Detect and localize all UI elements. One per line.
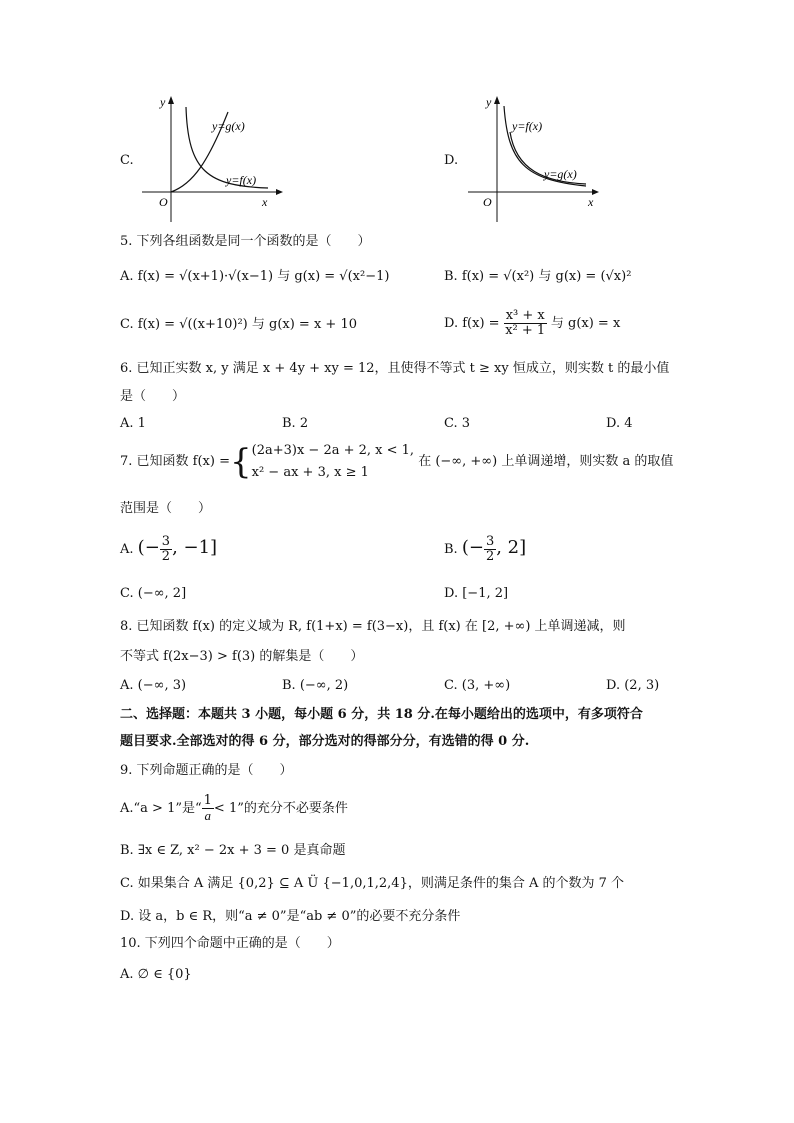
label-g: y=g(x) [212,119,245,133]
q8-option-a: A. (−∞, 3) [120,678,187,693]
q7-a-prefix: A. [120,542,134,557]
q6-option-b: B. 2 [282,416,309,431]
q6-option-c: C. 3 [444,416,471,431]
q7-b-close: , 2] [496,537,527,558]
q7-prefix: 7. 已知函数 f(x) = [120,454,230,469]
q9-option-a [120,792,348,826]
q6-option-a: A. 1 [120,416,146,431]
q7-a-num: 3 [161,534,171,549]
q7-stem-line2: 范围是（ ） [120,501,212,516]
q10-option-a: A. ∅ ∈ {0} [120,967,192,982]
q5-option-b: B. f(x) = √(x²) 与 g(x) = (√x)² [444,269,632,284]
q6-stem-line1: 6. 已知正实数 x, y 满足 x + 4y + xy = 12，且使得不等式 t ≥ xy 恒成立，则实数 t 的最小值 [120,361,670,376]
q7-suffix: 在 (−∞, +∞) 上单调递增，则实数 a 的取值 [418,454,674,469]
q7-case2: x² − ax + 3, x ≥ 1 [251,464,369,480]
q5-option-a: A. f(x) = √(x+1)·√(x−1) 与 g(x) = √(x²−1) [120,269,390,284]
q7-cases [252,440,414,484]
q9-a-prefix: A.“a > 1”是“ [120,801,202,816]
q7-a-fraction [160,535,172,564]
q9-a-num: 1 [203,793,212,808]
q8-stem-line1: 8. 已知函数 f(x) 的定义域为 R, f(1+x) = f(3−x)，且 f(x) 在 [2, +∞) 上单调递减，则 [120,619,626,634]
label-f: y=f(x) [512,119,543,133]
q7-option-a [120,530,217,568]
q5-stem: 5. 下列各组函数是同一个函数的是（ ） [120,234,371,249]
q5-option-d [444,308,620,340]
y-axis-label: y [486,95,492,109]
label-f: y=f(x) [226,173,257,187]
q10-stem: 10. 下列四个命题中正确的是（ ） [120,936,340,951]
q9-a-den: a [204,808,212,823]
option-d-label: D. [444,153,459,168]
q5-d-prefix: D. f(x) = [444,316,500,331]
q7-option-b [444,530,526,568]
origin-label: O [159,195,168,209]
q8-stem-line2: 不等式 f(2x−3) > f(3) 的解集是（ ） [120,649,364,664]
x-axis-arrow [276,189,283,195]
q7-b-num: 3 [485,534,495,549]
q9-option-d: D. 设 a，b ∈ R，则“a ≠ 0”是“ab ≠ 0”的必要不充分条件 [120,909,461,924]
q5-option-c: C. f(x) = √((x+10)²) 与 g(x) = x + 10 [120,317,357,332]
q8-option-c: C. (3, +∞) [444,678,511,693]
q7-option-d: D. [−1, 2] [444,586,509,601]
x-axis-label: x [588,195,594,209]
y-axis-arrow [494,96,500,104]
q6-stem-line2: 是（ ） [120,389,186,404]
q8-option-b: B. (−∞, 2) [282,678,349,693]
x-axis-label: x [262,195,268,209]
origin-label: O [483,195,492,209]
q5-d-suffix: 与 g(x) = x [550,316,621,331]
q9-option-c: C. 如果集合 A 满足 {0,2} ⊆ A Ü {−1,0,1,2,4}，则满足条件的集合 A 的个数为 7 个 [120,876,625,891]
label-g: y=g(x) [544,167,577,181]
q7-b-open: (− [461,537,484,558]
q7-b-fraction [484,535,496,564]
q7-a-close: , −1] [172,537,218,558]
graph-c [138,92,288,227]
y-axis-label: y [160,95,166,109]
q5-d-numerator: x³ + x [505,308,545,323]
q7-b-prefix: B. [444,542,458,557]
q5-d-denominator: x² + 1 [505,323,546,338]
y-axis-arrow [168,96,174,104]
graph-d [464,92,614,227]
q9-stem: 9. 下列命题正确的是（ ） [120,763,293,778]
q9-a-suffix: < 1”的充分不必要条件 [213,801,348,816]
section2-heading-line2: 题目要求.全部选对的得 6 分，部分选对的得部分分，有选错的得 0 分. [120,734,530,749]
q7-b-den: 2 [485,549,495,564]
q7-option-c: C. (−∞, 2] [120,586,187,601]
q9-option-b: B. ∃x ∈ Z, x² − 2x + 3 = 0 是真命题 [120,843,346,858]
section2-heading-line1: 二、选择题：本题共 3 小题，每小题 6 分，共 18 分.在每小题给出的选项中，有多项符合 [120,707,643,722]
q7-a-open: (− [137,537,160,558]
q6-option-d: D. 4 [606,416,633,431]
q7-stem-line1 [120,438,673,486]
q8-option-d: D. (2, 3) [606,678,660,693]
q7-case1: (2a+3)x − 2a + 2, x < 1, [251,442,415,458]
q7-brace: { [229,441,252,482]
q7-a-den: 2 [161,549,171,564]
q5-d-fraction [504,309,547,338]
q9-a-fraction [202,794,214,823]
option-c-label: C. [120,153,134,168]
